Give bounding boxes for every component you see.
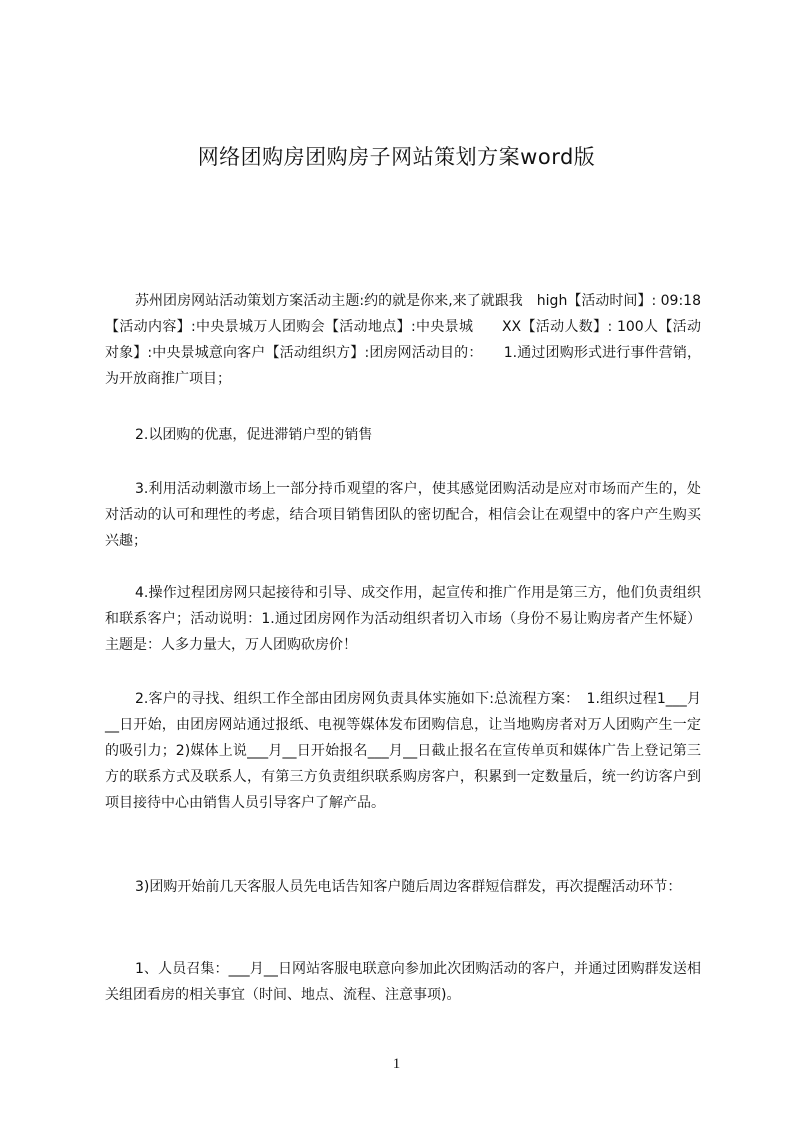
page-number: 1 (392, 1056, 401, 1072)
paragraph-discount-sales: 2.以团购的优惠，促进滞销户型的销售 (135, 427, 373, 443)
paragraph-pre-event-reminder: 3)团购开始前几天客服人员先电话告知客户随后周边客群短信群发，再次提醒活动环节： (135, 879, 682, 895)
paragraph-customer-search: 2.客户的寻找、组织工作全部由团房网负责具体实施如下:总流程方案： 1.组织过程1___月__日开始，由团房网站通过报纸、电视等媒体发布团购信息，让当地购房者对万人团购产生一定的吸引力；2)媒体上说___月__日开始报名___月__日截止报名在宣传单页和媒体广告上登记第三方的联系方式及联系人，有第三方负责组织联系购房客户，积累到一定数量后，统一约访客户到项目接待中心由销售人员引导客户了解产品。 (105, 691, 701, 811)
paragraph-activity-overview: 苏州团房网站活动策划方案活动主题:约的就是你来,来了就跟我 high【活动时间】: 09:18【活动内容】:中央景城万人团购会【活动地点】:中央景城 XX【活动人数】: 100人【活动对象】:中央景城意向客户【活动组织方】:团房网活动目的： 1.通过团购形式进行事件营销，为开放商推广项目； (105, 293, 701, 387)
paragraph-operation-process: 4.操作过程团房网只起接待和引导、成交作用，起宣传和推广作用是第三方，他们负责组织和联系客户；活动说明：1.通过团房网作为活动组织者切入市场（身份不易让购房者产生怀疑）主题是：人多力量大，万人团购砍房价！ (105, 585, 701, 653)
paragraph-staff-gathering: 1、人员召集：___月__日网站客服电联意向参加此次团购活动的客户，并通过团购群发送相关组团看房的相关事宜（时间、地点、流程、注意事项)。 (105, 961, 701, 1003)
paragraph-market-stimulus: 3.利用活动刺激市场上一部分持币观望的客户，使其感觉团购活动是应对市场而产生的，处对活动的认可和理性的考虑，结合项目销售团队的密切配合，相信会让在观望中的客户产生购买兴趣； (105, 481, 701, 549)
document-title: 网络团购房团购房子网站策划方案word版 (197, 145, 596, 169)
